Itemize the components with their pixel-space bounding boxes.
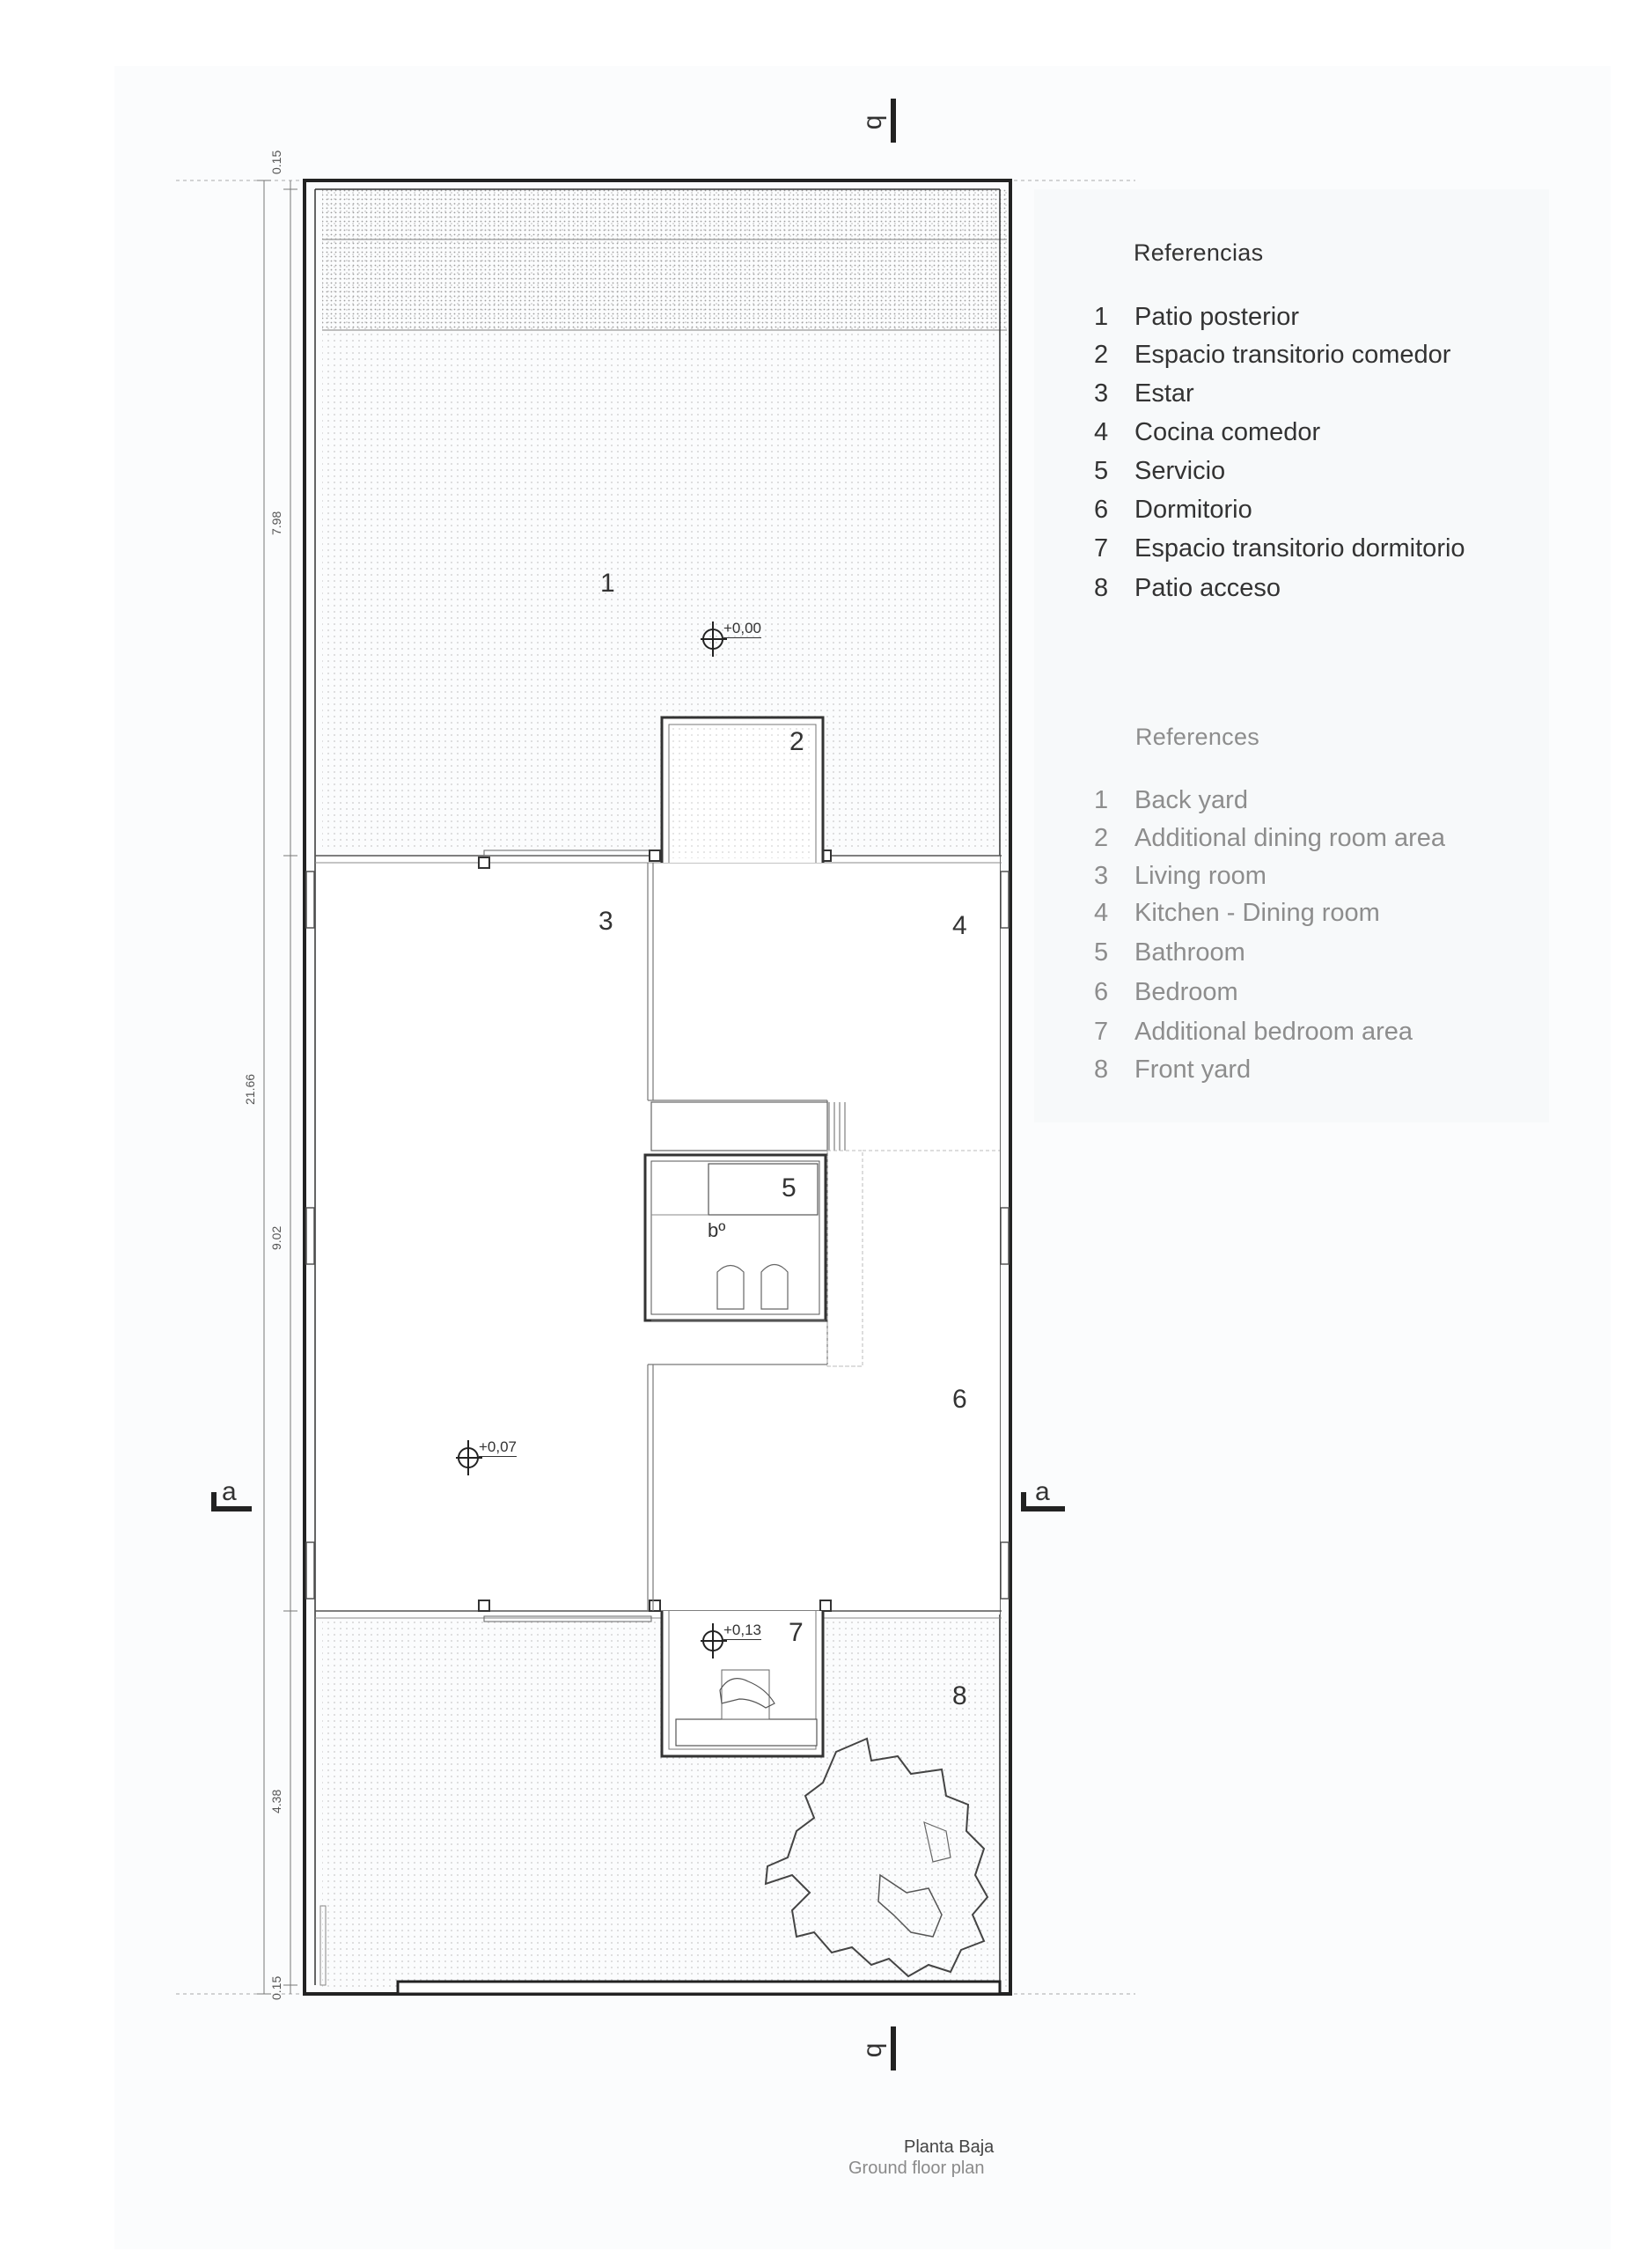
legend-item-es: 3 Estar (1094, 379, 1194, 408)
legend-item-en: 8 Front yard (1094, 1055, 1252, 1084)
section-mark-a-left-stem (211, 1492, 217, 1511)
legend-item-en: 6 Bedroom (1094, 978, 1238, 1006)
dim-front-wall: 0.15 (269, 1975, 283, 2000)
level-value: +0,07 (479, 1438, 518, 1455)
room-number-6: 6 (952, 1385, 967, 1414)
section-label-a-right: a (1035, 1477, 1050, 1506)
bathroom-core (645, 1155, 826, 1320)
legend-item-en: 4 Kitchen - Dining room (1094, 899, 1380, 927)
legend-item-en: 1 Back yard (1094, 786, 1248, 814)
dim-rear-wall: 0.15 (269, 150, 283, 174)
level-marker (701, 1622, 762, 1663)
section-mark-b-bottom (891, 2026, 896, 2070)
level-value: +0,00 (723, 620, 762, 636)
room-number-5: 5 (782, 1173, 797, 1203)
room-number-1: 1 (600, 569, 615, 598)
caption-english: Ground floor plan (848, 2159, 985, 2178)
rear-planting-fill (322, 189, 1007, 330)
legend-item-es: 8 Patio acceso (1094, 574, 1281, 602)
level-marker (701, 620, 762, 661)
dim-front-yard: 4.38 (269, 1789, 283, 1813)
section-mark-a-right-stem (1021, 1492, 1026, 1511)
dim-house: 9.02 (269, 1225, 283, 1250)
legend-item-en: 7 Additional bedroom area (1094, 1018, 1413, 1046)
dim-total: 21.66 (243, 1073, 257, 1105)
section-mark-b-top (891, 99, 896, 143)
bathroom-tag: bº (708, 1219, 726, 1241)
legend-item-es: 1 Patio posterior (1094, 303, 1299, 331)
room-number-3: 3 (598, 907, 613, 936)
legend-item-es: 4 Cocina comedor (1094, 418, 1321, 446)
room-number-2: 2 (789, 727, 804, 756)
toilet-icon (717, 1266, 744, 1310)
section-label-a-left: a (222, 1477, 237, 1506)
level-marker (456, 1438, 518, 1480)
room-number-4: 4 (952, 911, 967, 940)
legend-title-en: References (1135, 724, 1260, 750)
legend-item-en: 2 Additional dining room area (1094, 824, 1446, 852)
legend-item-es: 2 Espacio transitorio comedor (1094, 341, 1451, 369)
room-number-7: 7 (789, 1618, 804, 1647)
legend-item-en: 3 Living room (1094, 862, 1267, 890)
section-label-b-bottom: b (861, 2042, 891, 2058)
bidet-icon (761, 1265, 788, 1310)
legend-item-en: 5 Bathroom (1094, 938, 1245, 967)
dim-rear-yard: 7.98 (269, 511, 283, 535)
legend-item-es: 5 Servicio (1094, 457, 1226, 485)
legend-item-es: 7 Espacio transitorio dormitorio (1094, 534, 1465, 563)
level-value: +0,13 (723, 1622, 762, 1638)
caption-spanish: Planta Baja (904, 2137, 995, 2157)
room-number-8: 8 (952, 1681, 967, 1710)
legend-title-es: Referencias (1134, 239, 1264, 266)
legend-item-es: 6 Dormitorio (1094, 496, 1252, 524)
section-label-b-top: b (861, 114, 891, 130)
